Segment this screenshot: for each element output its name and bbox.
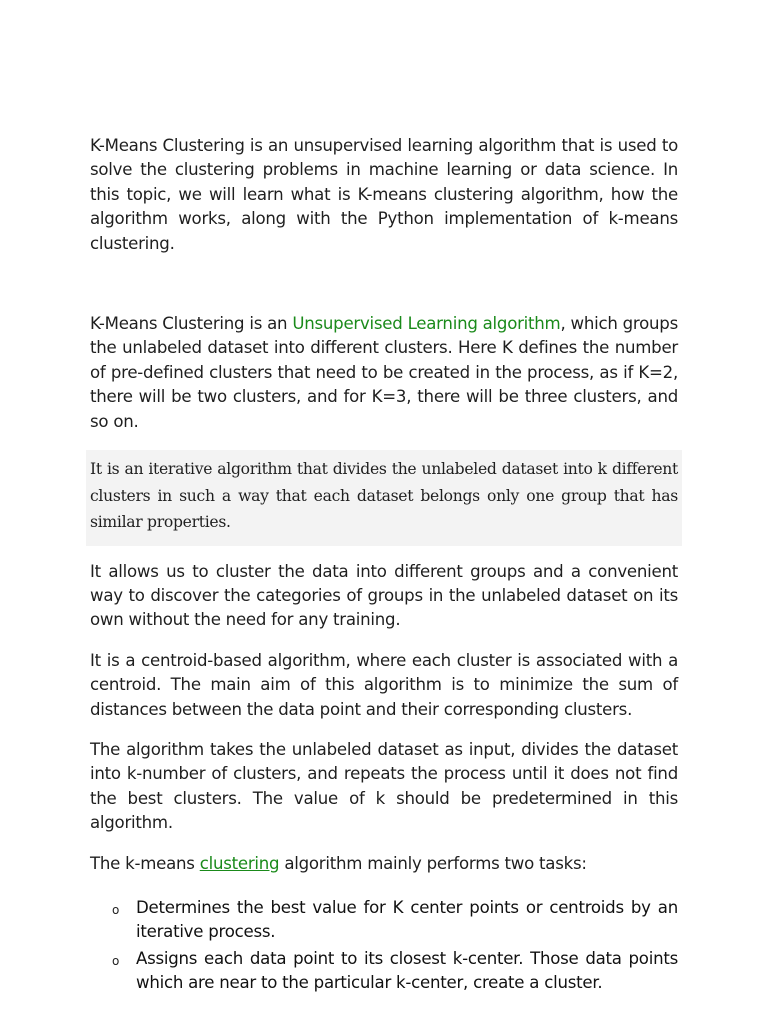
circle-bullet-icon: o	[112, 903, 120, 918]
centroid-paragraph: It is a centroid-based algorithm, where each cluster is associated with a centroid. The main aim of this algorithm is to minimize the sum of distances between the data point and their corresponding clusters.	[90, 650, 678, 719]
tasks-intro-after: algorithm mainly performs two tasks:	[279, 853, 587, 873]
discover-paragraph: It allows us to cluster the data into different groups and a convenient way to discover the categories of groups in the unlabeled dataset on its own without the need for any training.	[90, 561, 678, 630]
article-body	[90, 134, 678, 998]
intro-paragraph: K-Means Clustering is an unsupervised learning algorithm that is used to solve the clustering problems in machine learning or data science. In this topic, we will learn what is K-means clustering algorithm, how the algorithm works, along with the Python implementation of k-means clustering.	[90, 136, 678, 253]
definition-text-before: K-Means Clustering is an	[90, 314, 293, 334]
task-text: Assigns each data point to its closest k-center. Those data points which are near to the particular k-center, create a cluster.	[136, 948, 678, 993]
tasks-intro-paragraph	[90, 852, 678, 876]
circle-bullet-icon: o	[112, 953, 120, 968]
task-text: Determines the best value for K center points or centroids by an iterative process.	[136, 898, 678, 942]
highlight-callout	[86, 450, 682, 546]
definition-paragraph	[90, 312, 678, 434]
callout-text: It is an iterative algorithm that divides the unlabeled dataset into k different clusters in such a way that each dataset belongs only one group that has similar properties.	[90, 460, 678, 532]
clustering-link[interactable]: clustering	[199, 853, 280, 873]
input-paragraph: The algorithm takes the unlabeled dataset as input, divides the dataset into k-number of clusters, and repeats the process until it does not find the best clusters. The value of k should be predetermined in this algorithm.	[90, 740, 678, 833]
unsupervised-learning-link[interactable]: Unsupervised Learning algorithm	[292, 314, 561, 334]
definition-text-after: , which groups the unlabeled dataset into different clusters. Here K defines the number of pre-defined clusters that need to be created in the process, as if K=2, there will be two clusters, and for K=3, there will be three clusters, and so on.	[90, 314, 678, 431]
tasks-list	[90, 896, 678, 996]
list-item	[90, 947, 678, 996]
tasks-intro-before: The k-means	[90, 853, 200, 873]
list-item	[90, 896, 678, 945]
